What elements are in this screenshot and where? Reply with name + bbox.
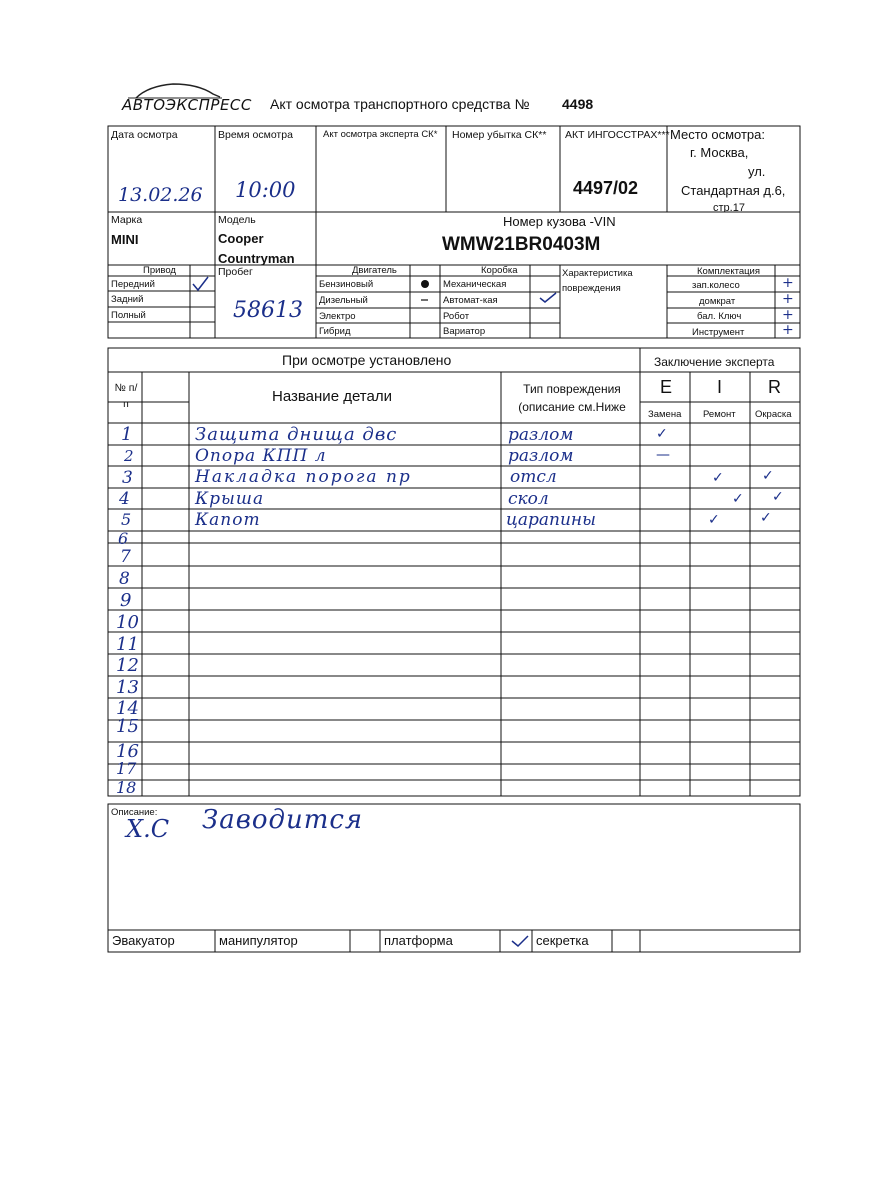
damage-type-label: Тип повреждения (описание см.Ниже [518, 382, 626, 414]
mark-e: — [656, 447, 670, 463]
row-number: 1 [121, 424, 133, 445]
model-line-1: Cooper [218, 231, 264, 246]
col-i-sub: Ремонт [703, 409, 736, 420]
ingos-act-value: 4497/02 [573, 178, 639, 198]
gearbox-label: Коробка [481, 265, 518, 276]
section-title: При осмотре установлено [282, 352, 452, 368]
drive-rear: Задний [111, 294, 144, 305]
row-number: 12 [116, 655, 139, 676]
expert-act-label: Акт осмотра эксперта СК* [323, 129, 438, 140]
place-line-1: г. Москва, [690, 145, 749, 160]
col-e-sub: Замена [648, 409, 682, 420]
col-r-label: R [768, 377, 781, 397]
place-line-4: стр.17 [713, 202, 745, 212]
damage-char-label: Характеристика повреждения [562, 268, 633, 294]
row-number: 9 [120, 590, 132, 611]
damage-type: отсл [510, 467, 557, 487]
gearbox-cvt: Вариатор [443, 326, 486, 337]
part-name: Защита днища двс [195, 424, 398, 445]
engine-petrol: Бензиновый [319, 279, 374, 290]
engine-hybrid: Гибрид [319, 326, 351, 337]
mileage-label: Пробег [218, 266, 253, 278]
part-name: Опора КПП л [195, 446, 327, 466]
drive-label: Привод [143, 265, 176, 276]
vin-value: WMW21BR0403M [442, 234, 601, 255]
mark-r: ✓ [772, 489, 784, 505]
row-number: 2 [124, 447, 134, 465]
damage-type: разлом [508, 425, 574, 445]
drive-all: Полный [111, 310, 146, 321]
manipulator-label: манипулятор [219, 933, 298, 948]
row-number: 13 [116, 677, 139, 698]
row-number: 8 [119, 569, 130, 589]
engine-label: Двигатель [352, 265, 397, 276]
description-text: Заводится [202, 805, 364, 835]
auto-gearbox-check [540, 293, 556, 302]
description-prefix: Х.С [126, 815, 170, 843]
equip-spare: зап.колесо [692, 280, 740, 291]
no-label: № п/п [114, 382, 138, 410]
equip-tools: Инструмент [692, 327, 745, 338]
row-number: 4 [119, 489, 130, 509]
damage-type: скол [508, 489, 549, 509]
time-label: Время осмотра [218, 129, 293, 141]
row-number: 10 [116, 612, 139, 633]
evac-label: Эвакуатор [112, 933, 175, 948]
gearbox-robot: Робот [443, 311, 470, 322]
platform-check [512, 936, 528, 946]
mark-i: ✓ [732, 491, 744, 507]
mark-r: ✓ [762, 468, 774, 484]
act-number: 4498 [562, 96, 594, 112]
equip-jack: домкрат [699, 296, 736, 307]
front-drive-check [193, 277, 208, 290]
equip-mark-3: + [782, 307, 794, 323]
engine-electric: Электро [319, 311, 356, 322]
drive-front: Передний [111, 279, 155, 290]
col-r-sub: Окраска [755, 409, 792, 420]
conclusion-title: Заключение эксперта [654, 355, 775, 369]
row-number: 5 [121, 510, 132, 529]
col-e-label: E [660, 377, 673, 397]
equip-key: бал. Ключ [697, 311, 742, 322]
part-name: Накладка порога пр [195, 467, 412, 487]
make-value: MINI [111, 232, 139, 247]
engine-diesel: Дизельный [319, 295, 368, 306]
make-label: Марка [111, 214, 143, 226]
part-name: Крыша [195, 489, 265, 509]
col-i-label: I [717, 377, 723, 397]
row-number: 15 [116, 716, 139, 737]
logo-text: АВТОЭКСПРЕСС [122, 96, 252, 114]
platform-label: платформа [384, 933, 453, 948]
model-label: Модель [218, 214, 256, 226]
mark-e: ✓ [656, 426, 668, 442]
equip-mark-4: + [782, 322, 794, 338]
gearbox-manual: Механическая [443, 279, 507, 290]
damage-type: разлом [508, 446, 574, 466]
place-line-3: Стандартная д.6, [681, 183, 786, 198]
row-number: 11 [116, 634, 139, 655]
place-line-2: ул. [748, 164, 766, 179]
part-name: Капот [195, 510, 261, 530]
row-number: 16 [116, 741, 139, 762]
model-line-2: Countryman [218, 251, 295, 265]
date-label: Дата осмотра [111, 129, 178, 141]
time-value: 10:00 [235, 178, 296, 202]
ingos-act-label: АКТ ИНГОССТРАХ*** [565, 129, 670, 141]
row-number: 17 [116, 759, 137, 778]
loss-number-label: Номер убытка СК** [452, 129, 547, 141]
vin-label: Номер кузова -VIN [503, 214, 616, 229]
row-number: 7 [120, 547, 131, 567]
row-number: 14 [116, 698, 139, 719]
description-label: Описание: [111, 807, 158, 818]
damage-type: царапины [506, 510, 596, 530]
row-number: 18 [116, 778, 137, 797]
mileage-value: 58613 [233, 298, 303, 323]
mark-r: ✓ [760, 510, 772, 526]
row-number: 6 [118, 529, 129, 548]
equip-mark-2: + [782, 291, 794, 307]
equip-label: Комплектация [697, 266, 761, 277]
mark-i: ✓ [712, 470, 724, 486]
gearbox-auto: Автомат-кая [443, 295, 498, 306]
secret-label: секретка [536, 933, 589, 948]
page-title: Акт осмотра транспортного средства № [270, 96, 530, 112]
place-label: Место осмотра: [670, 127, 765, 142]
mark-i: ✓ [708, 512, 720, 528]
petrol-selected-dot [421, 280, 429, 288]
equip-mark-1: + [782, 275, 794, 291]
row-number: 3 [122, 468, 133, 488]
part-label: Название детали [272, 388, 392, 405]
date-value: 13.02.26 [118, 184, 203, 206]
